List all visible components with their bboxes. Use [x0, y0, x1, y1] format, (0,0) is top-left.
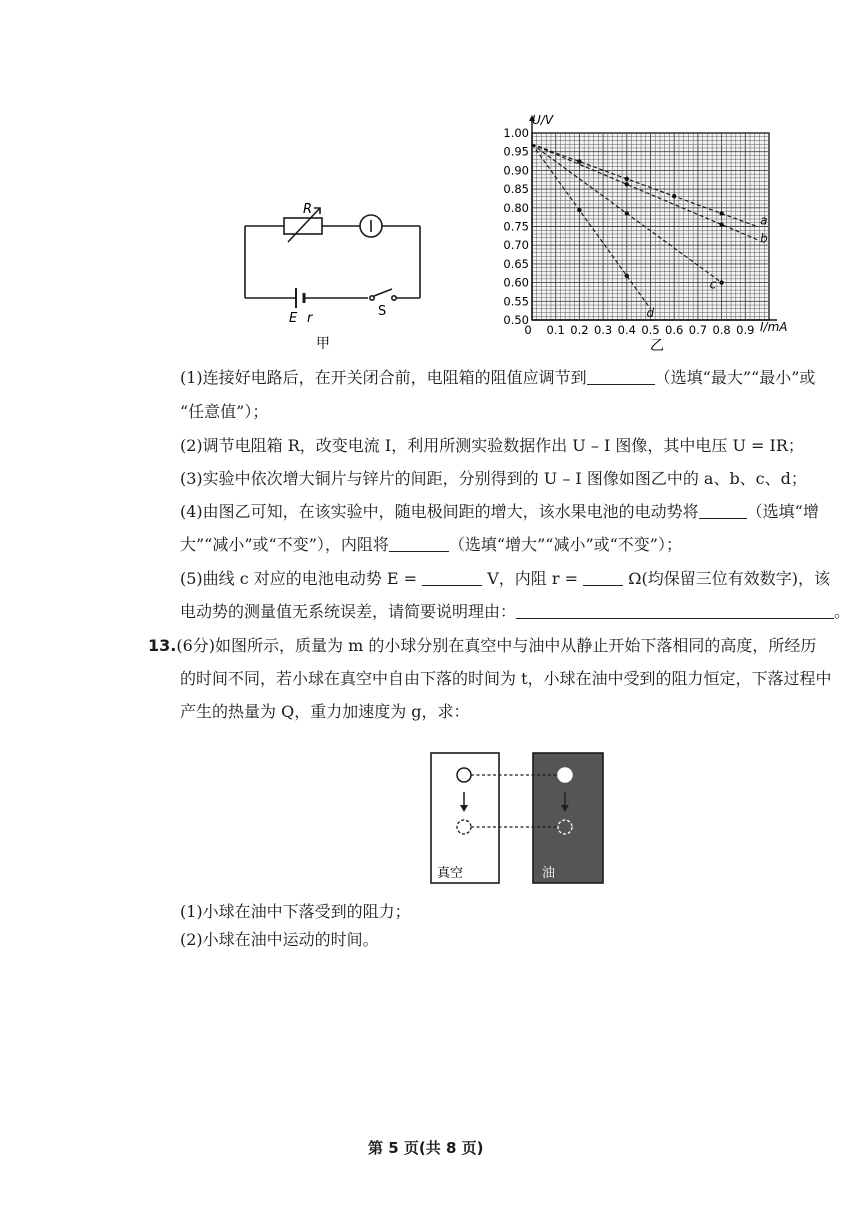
data-point-b [625, 182, 629, 186]
q12-part4-text: (4)由图乙可知，在该实验中，随电极间距的增大，该水果电池的电动势将 [180, 502, 699, 521]
y-tick-label: 0.50 [503, 313, 529, 327]
answer-blank[interactable] [587, 368, 655, 385]
caption-yi: 乙 [650, 338, 664, 354]
y-tick-label: 0.75 [503, 219, 529, 234]
q13-sub2: (2)小球在油中运动的时间。 [180, 930, 379, 949]
data-point-d [625, 274, 629, 278]
q12-part4-options: （选填“增 [746, 502, 819, 521]
q13-text1: (6分)如图所示，质量为 m 的小球分别在真空中与油中从静止开始下落相同的高度，所经历 [176, 636, 817, 655]
q12-part4 [180, 502, 819, 522]
y-tick-label: 0.70 [503, 238, 529, 253]
q12-part3: (3)实验中依次增大铜片与锌片的间距，分别得到的 U – I 图像如图乙中的 a、b、c、d； [180, 469, 807, 488]
label-R: R [303, 202, 313, 217]
x-tick-label: 0.1 [546, 323, 565, 337]
y-tick-label: 0.60 [503, 275, 529, 290]
q12-part4-options2: （选填“增大”“减小”或“不变”）； [448, 535, 682, 554]
answer-blank[interactable] [516, 602, 834, 619]
label-r: r [307, 311, 313, 326]
q13-line1 [148, 636, 816, 656]
page-footer: 第 5 页(共 8 页) [368, 1139, 484, 1157]
label-oil: 油 [542, 866, 556, 881]
q13-line2: 的时间不同，若小球在真空中自由下落的时间为 t，小球在油中受到的阻力恒定，下落过程中 [180, 669, 832, 688]
q12-part5-cont [180, 602, 850, 622]
y-tick-label: 0.55 [503, 294, 529, 309]
x-tick-label: 0.7 [688, 323, 708, 337]
x-tick-label: 0.3 [593, 323, 613, 337]
y-tick-label: 0.95 [503, 144, 529, 159]
answer-blank[interactable] [389, 535, 449, 552]
x-tick-label: 0.2 [570, 323, 589, 337]
q13-sub1: (1)小球在油中下落受到的阻力； [180, 902, 411, 921]
data-point-b [719, 222, 723, 226]
x-tick-label: 0.5 [641, 323, 660, 337]
circuit-diagram-jia [236, 196, 436, 356]
x-axis-label: I/mA [760, 320, 788, 334]
x-tick-label: 0.6 [665, 323, 684, 337]
y-axis-label: U/V [532, 113, 554, 127]
curve-label-b: b [760, 231, 768, 246]
caption-jia: 甲 [316, 336, 330, 352]
q12-part2: (2)调节电阻箱 R，改变电流 I，利用所测实验数据作出 U – I 图像，其中电压 U = IR； [180, 436, 804, 455]
data-point-a [719, 211, 723, 215]
q13-line3: 产生的热量为 Q，重力加速度为 g，求： [180, 702, 470, 721]
q12-part5 [180, 569, 830, 589]
data-point-d [577, 208, 581, 212]
q12-part5-note: Ω(均保留三位有效数字)，该 [628, 569, 830, 588]
ball-vacuum-start [457, 768, 471, 782]
q12-part1 [180, 368, 815, 388]
x-tick-label: 0.9 [736, 323, 755, 337]
answer-blank[interactable] [422, 569, 482, 586]
ball-oil-start [558, 768, 572, 782]
q12-part5-end: 。 [834, 602, 851, 621]
y-tick-label: 0.90 [503, 163, 529, 178]
x-tick-label: 0.4 [617, 323, 636, 337]
curve-label-d: d [646, 305, 655, 320]
q12-part1-options: （选填“最大”“最小”或 [654, 368, 816, 387]
curve-label-c: c [709, 277, 717, 292]
data-point-c [719, 280, 723, 284]
data-point-a [625, 177, 629, 181]
y-tick-label: 0.85 [503, 182, 529, 197]
y-tick-label: 0.80 [503, 200, 529, 215]
q12-part5-unit: V，内阻 r = [487, 569, 579, 588]
q12-part4-text2: 大”“减小”或“不变”），内阻将 [180, 535, 389, 554]
label-vacuum: 真空 [437, 866, 464, 881]
answer-blank[interactable] [583, 569, 623, 586]
label-S: S [378, 304, 387, 319]
q12-part5-reason: 电动势的测量值无系统误差，请简要说明理由： [180, 602, 517, 621]
data-point-a [672, 194, 676, 198]
data-point-c [625, 211, 629, 215]
q12-part4-cont [180, 535, 682, 555]
q12-part1-cont: “任意值”）； [180, 402, 269, 421]
answer-blank[interactable] [699, 502, 747, 519]
x-tick-label: 0 [524, 323, 532, 337]
q13-number: 13. [148, 636, 177, 655]
q12-part5-text: (5)曲线 c 对应的电池电动势 E = [180, 569, 418, 588]
q12-part1-text: (1)连接好电路后，在开关闭合前，电阻箱的阻值应调节到 [180, 368, 587, 387]
data-point-a [577, 159, 581, 163]
y-tick-label: 1.00 [503, 126, 529, 140]
label-E: E [289, 311, 298, 326]
x-tick-label: 0.8 [712, 323, 731, 337]
ui-graph-yi [488, 110, 808, 360]
vacuum-oil-diagram [428, 750, 614, 886]
y-tick-label: 0.65 [503, 256, 529, 271]
curve-label-a: a [760, 213, 768, 228]
